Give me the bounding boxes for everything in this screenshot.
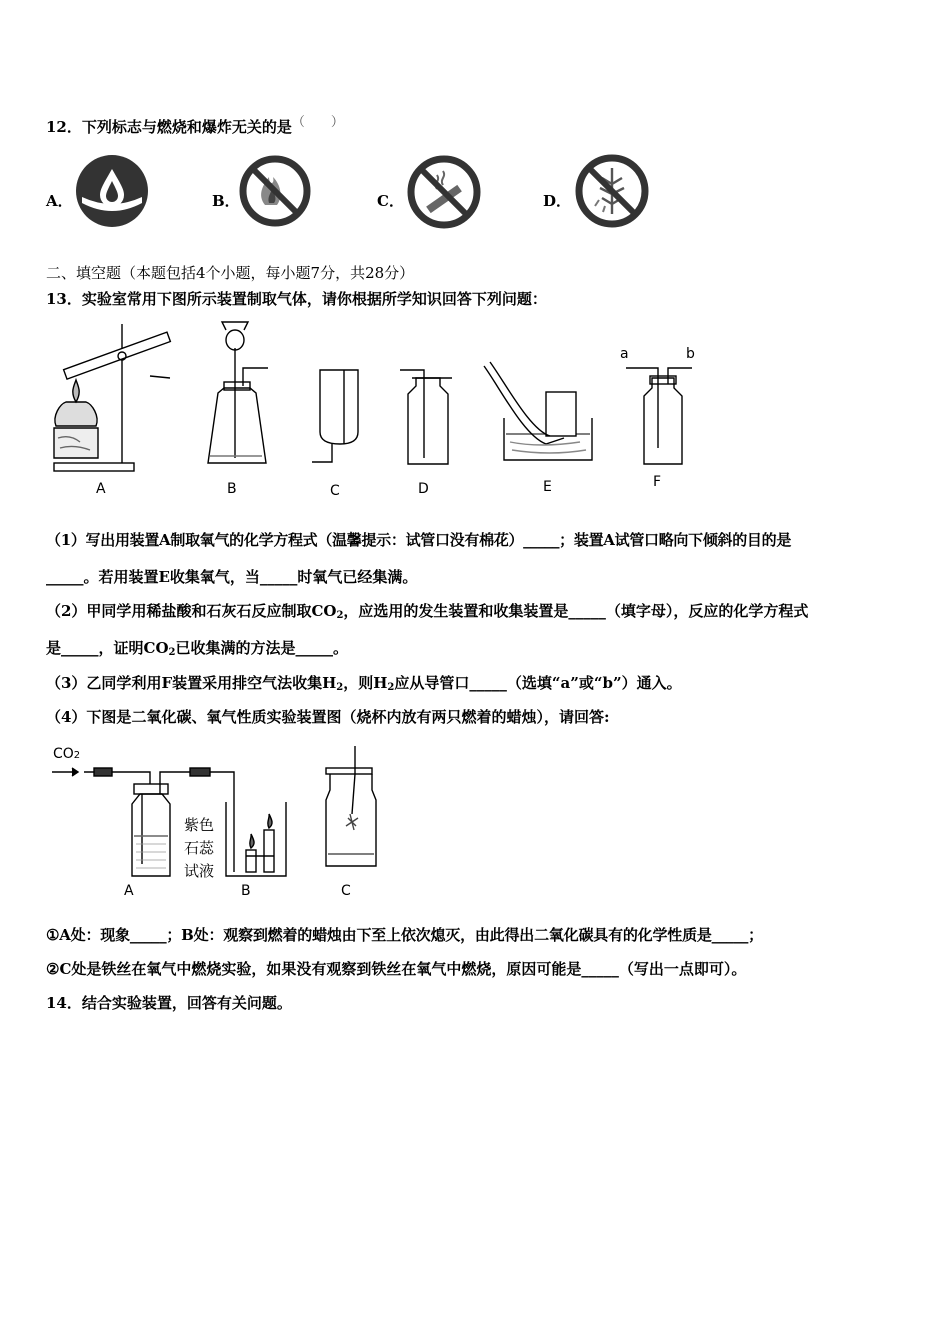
apparatus-label-b: B — [227, 481, 237, 497]
q13-answer-1: ①A处：现象_____；B处：观察到燃着的蜡烛由下至上依次熄灭，由此得出二氧化碳具有的化学性质是_____； — [46, 926, 763, 944]
q13-part1-line1: （1）写出用装置A制取氧气的化学方程式（温馨提示：试管口没有棉花）_____；装置A试管口略向下倾斜的目的是 — [46, 531, 792, 549]
co2-inlet-arrow — [52, 768, 78, 776]
apparatus-c-bottle — [312, 370, 358, 462]
co2-gas-label: CO2 — [53, 746, 81, 762]
q13-stem: 13．实验室常用下图所示装置制取气体，请你根据所学知识回答下列问题： — [46, 290, 547, 308]
q13-part3: （3）乙同学利用F装置采用排空气法收集$H_2$，则$H_2$应从导管口_____（选填“a”或“b”）通入。 — [46, 674, 682, 693]
no-fire-sign-icon[interactable] — [239, 155, 311, 227]
apparatus-label-d: D — [418, 481, 429, 497]
q13-part2-line2: 是_____，证明$CO_2$已收集满的方法是_____。 — [46, 639, 348, 658]
apparatus-label-f: F — [653, 474, 662, 490]
apparatus-label-a: A — [96, 481, 106, 497]
option-d-label[interactable]: D． — [543, 192, 572, 210]
gas-apparatus-figure — [40, 318, 720, 508]
q12-stem: 12．下列标志与燃烧和爆炸无关的是（ ） — [46, 115, 344, 136]
section-heading: 二、填空题（本题包括4个小题，每小题7分，共28分） — [46, 264, 415, 282]
apparatus-f-bottle — [626, 368, 692, 464]
option-b-label[interactable]: B． — [212, 192, 240, 210]
apparatus-e-trough — [484, 362, 592, 460]
q14-stem: 14．结合实验装置，回答有关问题。 — [46, 994, 292, 1012]
water-drop-sign-icon[interactable] — [74, 153, 150, 229]
q13-part2-line1: （2）甲同学用稀盐酸和石灰石反应制取$CO_2$，应选用的发生装置和收集装置是_____（填字母），反应的化学方程式 — [46, 602, 809, 621]
q13-answer-2: ②C处是铁丝在氧气中燃烧实验，如果没有观察到铁丝在氧气中燃烧，原因可能是_____（写出一点即可）。 — [46, 960, 747, 978]
litmus-label-2: 石蕊 — [184, 839, 215, 857]
fig2-label-b: B — [241, 883, 251, 899]
fig2-c-bottle — [326, 746, 376, 866]
litmus-label-3: 试液 — [184, 862, 215, 880]
fig2-label-c: C — [341, 883, 351, 899]
option-a-label[interactable]: A． — [46, 192, 73, 210]
tube-label-a: a — [620, 346, 629, 362]
fig2-b-beaker — [226, 802, 286, 876]
tube-label-b: b — [686, 346, 695, 362]
no-fireworks-sign-icon[interactable] — [575, 154, 649, 228]
apparatus-d-bottle — [400, 370, 452, 464]
no-smoking-sign-icon[interactable] — [407, 155, 481, 229]
q13-part4: （4）下图是二氧化碳、氧气性质实验装置图（烧杯内放有两只燃着的蜡烛），请回答: — [46, 708, 610, 726]
apparatus-b-flask — [208, 322, 268, 463]
co2-o2-property-figure — [50, 744, 390, 894]
answer-paren: （ ） — [291, 115, 344, 130]
apparatus-a-heating — [54, 324, 170, 471]
litmus-label-1: 紫色 — [184, 816, 215, 834]
apparatus-label-e: E — [543, 479, 552, 495]
apparatus-label-c: C — [330, 483, 340, 499]
option-c-label[interactable]: C． — [377, 192, 404, 210]
fig2-label-a: A — [124, 883, 134, 899]
q13-part1-line2: _____。若用装置E收集氧气，当_____时氧气已经集满。 — [46, 568, 418, 586]
